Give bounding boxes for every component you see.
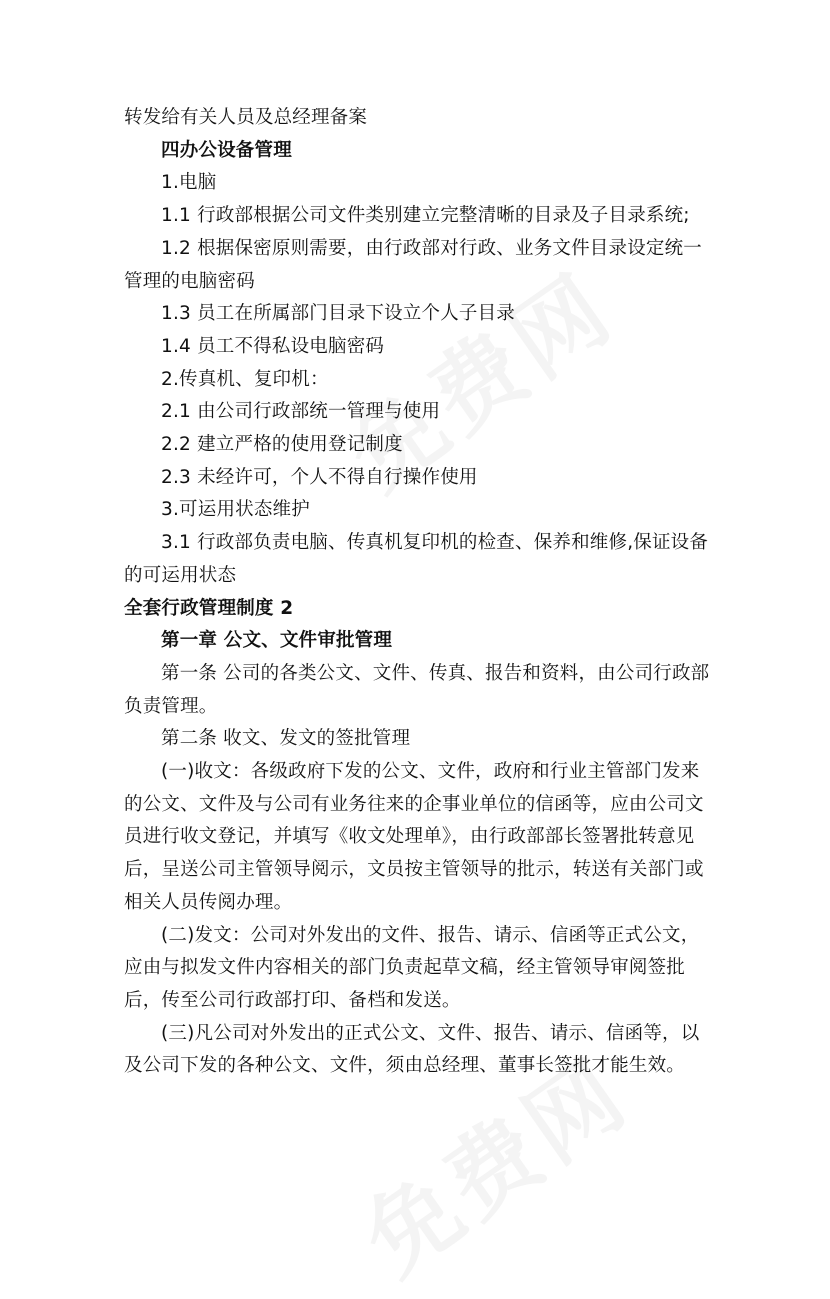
paragraph: 1.4 员工不得私设电脑密码 xyxy=(161,335,385,357)
paragraph: 1.电脑 xyxy=(161,172,217,194)
section-heading: 第一章 公文、文件审批管理 xyxy=(161,630,393,652)
paragraph: (二)发文：公司对外发出的文件、报告、请示、信函等正式公文，应由与拟发文件内容相关的部门负责起草文稿，经主管领导审阅签批后，传至公司行政部打印、备档和发送。 xyxy=(124,924,700,1011)
paragraph: 2.2 建立严格的使用登记制度 xyxy=(161,434,403,456)
paragraph: 1.3 员工在所属部门目录下设立个人子目录 xyxy=(161,303,516,325)
paragraph: 1.2 根据保密原则需要，由行政部对行政、业务文件目录设定统一管理的电脑密码 xyxy=(124,237,703,292)
paragraph: 3.可运用状态维护 xyxy=(161,499,310,521)
paragraph: 2.1 由公司行政部统一管理与使用 xyxy=(161,401,441,423)
paragraph: (一)收文：各级政府下发的公文、文件，政府和行业主管部门发来的公文、文件及与公司有业务往来的企事业单位的信函等，应由公司文员进行收文登记，并填写《收文处理单》，由行政部部长签署批转意见后，呈送公司主管领导阅示，文员按主管领导的批示，转送有关部门或相关人员传阅办理。 xyxy=(124,761,704,913)
document-body xyxy=(124,102,714,1083)
section-heading: 全套行政管理制度 2 xyxy=(124,597,294,619)
section-heading: 四办公设备管理 xyxy=(161,139,292,161)
paragraph: 2.传真机、复印机： xyxy=(161,368,329,390)
paragraph: 3.1 行政部负责电脑、传真机复印机的检查、保养和维修,保证设备的可运用状态 xyxy=(124,532,709,586)
paragraph: (三)凡公司对外发出的正式公文、文件、报告、请示、信函等，以及公司下发的各种公文、文件，须由总经理、董事长签批才能生效。 xyxy=(124,1022,700,1077)
paragraph: 第一条 公司的各类公文、文件、传真、报告和资料，由公司行政部负责管理。 xyxy=(124,662,710,717)
paragraph: 转发给有关人员及总经理备案 xyxy=(124,107,368,128)
paragraph: 1.1 行政部根据公司文件类别建立完整清晰的目录及子目录系统; xyxy=(161,205,690,227)
paragraph: 2.3 未经许可，个人不得自行操作使用 xyxy=(161,466,478,488)
paragraph: 第二条 收文、发文的签批管理 xyxy=(161,728,411,750)
